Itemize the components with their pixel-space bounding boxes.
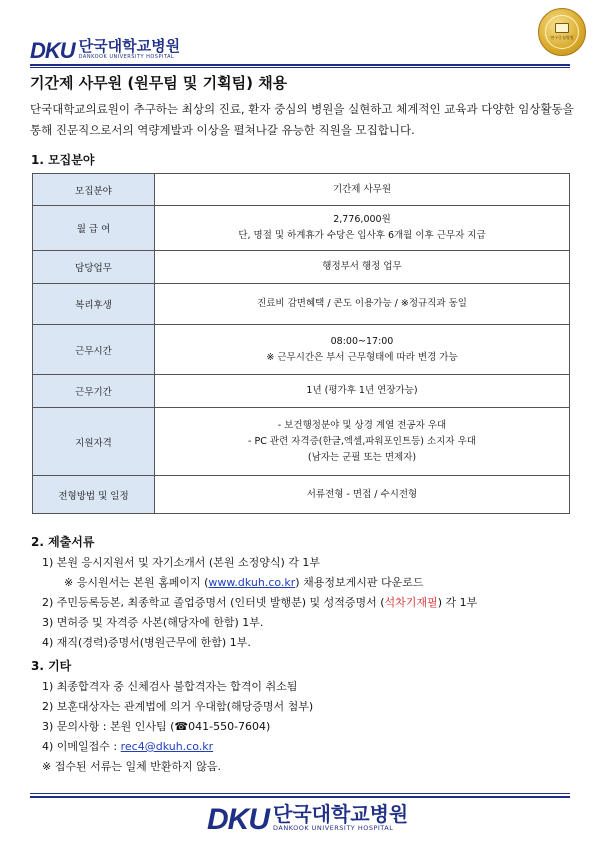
table-row xyxy=(33,251,570,284)
list-item: ※ 응시원서는 본원 홈페이지 (www.dkuh.co.kr) 채용정보게시판 다운로드 xyxy=(64,576,424,589)
dku-logo-mark: DKU xyxy=(30,38,75,63)
email-link[interactable]: rec4@dkuh.co.kr xyxy=(120,740,214,753)
table-row xyxy=(33,375,570,408)
list-item: 3) 면허증 및 자격증 사본(해당자에 한함) 1부. xyxy=(42,616,264,629)
row-value: 기간제 사무원 xyxy=(155,174,570,206)
row-value: - 보건행정분야 및 상경 계열 전공자 우대 - PC 관련 자격증(한글,엑셀,파워포인트등) 소지자 우대 (남자는 군필 또는 면제자) xyxy=(155,408,570,476)
etc-list xyxy=(42,677,313,777)
row-value: 진료비 감면혜택 / 콘도 이용가능 / ※정규직과 동일 xyxy=(155,284,570,325)
row-value: 서류전형 - 면접 / 수시전형 xyxy=(155,476,570,514)
list-item: 4) 이메일접수 : rec4@dkuh.co.kr xyxy=(42,740,214,753)
documents-list xyxy=(42,553,477,653)
table-row xyxy=(33,174,570,206)
research-hospital-badge-icon: 연구중심병원 xyxy=(538,8,586,56)
row-value: 1년 (평가후 1년 연장가능) xyxy=(155,375,570,408)
dku-logo-mark: DKU xyxy=(207,803,269,836)
header-divider xyxy=(30,64,570,66)
table-row xyxy=(33,284,570,325)
list-item: 4) 재직(경력)증명서(병원근무에 한함) 1부. xyxy=(42,636,251,649)
row-label: 전형방법 및 일정 xyxy=(33,476,155,514)
logo-name-en: DANKOOK UNIVERSITY HOSPITAL xyxy=(78,54,175,60)
table-row xyxy=(33,408,570,476)
footer-divider-thin xyxy=(30,793,570,794)
page-title: 기간제 사무원 (원무팀 및 기획팀) 채용 xyxy=(30,74,288,92)
header-divider-thin xyxy=(30,67,570,68)
row-label: 근무시간 xyxy=(33,325,155,375)
table-row xyxy=(33,325,570,375)
section-heading-documents: 2. 제출서류 xyxy=(31,535,95,549)
row-label: 지원자격 xyxy=(33,408,155,476)
rank-required-note: 석차기재필 xyxy=(384,596,438,609)
row-label: 근무기간 xyxy=(33,375,155,408)
list-item: 1) 최종합격자 중 신체검사 불합격자는 합격이 취소됨 xyxy=(42,680,298,693)
row-label: 담당업무 xyxy=(33,251,155,284)
list-item: 2) 주민등록등본, 최종학교 졸업증명서 (인터넷 발행분) 및 성적증명서 (석차기재필) 각 1부 xyxy=(42,596,478,609)
footer-divider xyxy=(30,796,570,798)
logo-name-ko: 단국대학교병원 xyxy=(78,37,181,55)
list-item: 3) 문의사항 : 본원 인사팀 (☎041-550-7604) xyxy=(42,720,271,733)
table-row xyxy=(33,206,570,251)
hospital-logo-top xyxy=(30,38,180,61)
list-item: 2) 보훈대상자는 관계법에 의거 우대함(해당증명서 첨부) xyxy=(42,700,314,713)
row-label: 모집분야 xyxy=(33,174,155,206)
section-heading-positions: 1. 모집분야 xyxy=(31,153,95,167)
row-value: 2,776,000원 단, 명절 및 하계휴가 수당은 입사후 6개월 이후 근무자 지급 xyxy=(155,206,570,251)
row-value: 행정부서 행정 업무 xyxy=(155,251,570,284)
logo-name-ko: 단국대학교병원 xyxy=(273,802,409,826)
table-row xyxy=(33,476,570,514)
homepage-link[interactable]: www.dkuh.co.kr xyxy=(208,576,296,589)
list-item: 1) 본원 응시지원서 및 자기소개서 (본원 소정양식) 각 1부 xyxy=(42,556,320,569)
intro-paragraph: 단국대학교의료원이 추구하는 최상의 진료, 환자 중심의 병원을 실현하고 체계적인 교육과 다양한 임상활동을 통해 진문직으로서의 역량계발과 이상을 펼쳐나갈 유능한 직원을 모집합니다. xyxy=(30,102,574,137)
book-icon xyxy=(555,23,569,33)
list-item: ※ 접수된 서류는 일체 반환하지 않음. xyxy=(42,760,221,773)
section-heading-etc: 3. 기타 xyxy=(31,659,72,673)
hospital-logo-bottom xyxy=(207,802,409,836)
row-label: 월 급 여 xyxy=(33,206,155,251)
logo-name-en: DANKOOK UNIVERSITY HOSPITAL xyxy=(273,824,394,832)
positions-table xyxy=(32,173,570,514)
row-value: 08:00~17:00 ※ 근무시간은 부서 근무형태에 따라 변경 가능 xyxy=(155,325,570,375)
row-label: 복리후생 xyxy=(33,284,155,325)
